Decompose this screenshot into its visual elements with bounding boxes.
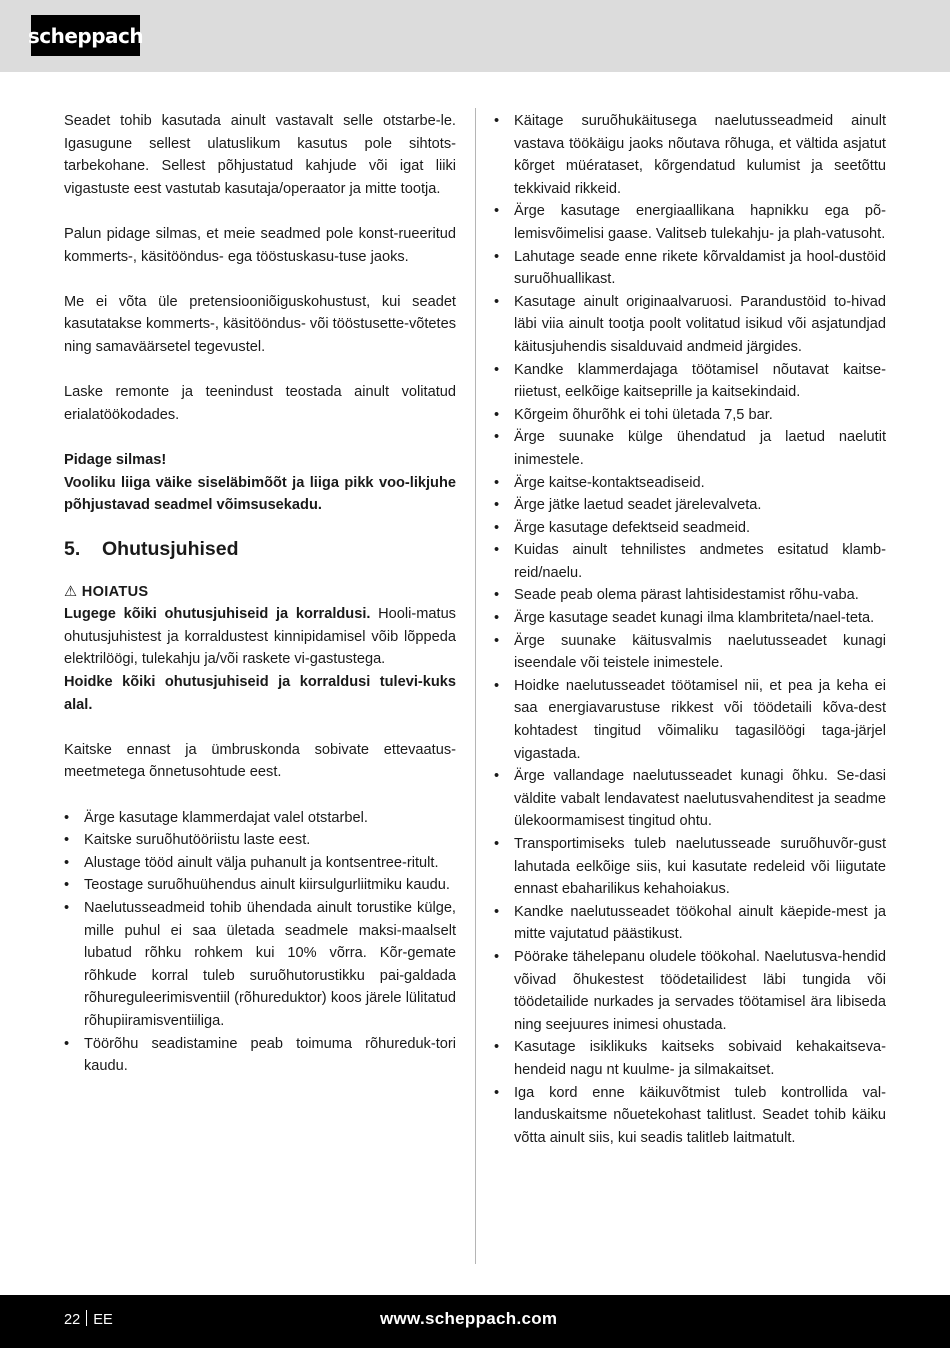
scheppach-logo: scheppach bbox=[31, 15, 140, 56]
list-item: • Ärge jätke laetud seadet järelevalveta. bbox=[494, 497, 762, 514]
list-item: • Naelutusseadmeid tohib ühendada ainult torustike külge, mille puhul ei saa ületada seadmele maksi-maalselt lubatud rõhku rohkem kui 10% võrra. Kõr-gemate rõhkude korral tuleb suruõhutorustikku pai-galdada rõhureguleerimisventiil (rõhureduktor) koos järele lülitatud rõhupiiramisventiiliga. bbox=[64, 900, 456, 1029]
note-title: Pidage silmas! bbox=[64, 451, 167, 468]
commercial-use-paragraph: Palun pidage silmas, et meie seadmed pole konst-rueeritud kommerts-, käsitööndus- ega tööstuskasu-tuse jaoks. bbox=[64, 225, 456, 265]
list-item: • Iga kord enne käikuvõtmist tuleb kontrollida val-landuskaitsme nõuetekohast talitlust. Seadet tohib käiku võtta ainult siis, kui seadis talitleb laitmatult. bbox=[494, 1084, 886, 1146]
section-title: Ohutusjuhised bbox=[102, 537, 239, 560]
list-item: • Kasutage isiklikuks kaitseks sobivaid kehakaitseva-hendeid nagu nt kuulme- ja silmakaitset. bbox=[494, 1039, 886, 1078]
intended-use-paragraph: Seadet tohib kasutada ainult vastavalt selle otstarbe-le. Igasugune sellest ulatuslikum kasutus pole sihtots-tarbekohane. Sellest põhjustatud kahjude või igat liiki vigastuste eest vastutab kasutaja/operaator ja mitte tootja. bbox=[64, 113, 456, 197]
list-item: • Ärge kaitse-kontaktseadiseid. bbox=[494, 474, 705, 491]
warning-text: Hooli-matus ohutusjuhistest ja korraldustest kinnipidamisel võib lõppeda elektrilöögi, tulekahju ja/või raskete vi-gastustega. bbox=[64, 606, 456, 668]
list-item: • Kuidas ainult tehnilistes andmetes esitatud klamb-reid/naelu. bbox=[494, 542, 886, 581]
list-item: • Käitage suruõhukäitusega naelutusseadmeid ainult vastava töökäigu jaoks nõutava rõhuga, et vältida asjatut kõrget müérataset, kõrgendatud kulumist ja seetõttu tekkivaid rikkeid. bbox=[494, 113, 886, 197]
keep-instructions-text: Hoidke kõiki ohutusjuhiseid ja korraldusi tulevi-kuks alal. bbox=[64, 674, 456, 713]
protect-paragraph: Kaitske ennast ja ümbruskonda sobivate ettevaatus-meetmetega õnnetusohtude eest. bbox=[64, 741, 456, 781]
list-item: • Hoidke naelutusseadet töötamisel nii, et pea ja keha ei saa energiavarustuse rikkest või töödetaili kõva-dest kohtadest tingitud võimaliku tagasilöögi taga-järjel vigastada. bbox=[494, 677, 886, 762]
left-column bbox=[64, 110, 456, 1078]
language-code: EE bbox=[93, 1312, 113, 1328]
website-url: www.scheppach.com bbox=[380, 1309, 558, 1328]
column-divider bbox=[475, 108, 476, 1264]
list-item: • Transportimiseks tuleb naelutusseade suruõhuvõr-gust lahutada eelkõige siis, kui kasutate redeleid või liigutate ennast ebaharilikus kehahoiakus. bbox=[494, 836, 886, 898]
list-item: • Kandke klammerdajaga töötamisel nõutavat kaitse-riietust, eelkõige kaitseprille ja kaitsekindaid. bbox=[494, 361, 886, 401]
list-item: • Töörõhu seadistamine peab toimuma rõhureduk-tori kaudu. bbox=[64, 1035, 456, 1075]
warranty-paragraph: Me ei võta üle pretensiooniõiguskohustust, kui seadet kasutatakse kommerts-, käsitööndus- või tööstusette-võtetes ning samaväärsetel tegevustel. bbox=[64, 293, 456, 355]
left-bullet-list bbox=[64, 807, 456, 1078]
footer-bar bbox=[0, 1295, 950, 1348]
list-item: • Ärge suunake käitusvalmis naelutusseadet kunagi iseendale või teistele inimestele. bbox=[494, 632, 886, 672]
list-item: • Ärge suunake külge ühendatud ja laetud naelutit inimestele. bbox=[494, 429, 886, 468]
list-item: • Kaitske suruõhutööriistu laste eest. bbox=[64, 832, 311, 849]
note-text: Vooliku liiga väike siseläbimõõt ja liiga pikk voo-likjuhe põhjustavad seadmel võimsusekadu. bbox=[64, 474, 456, 514]
warning-paragraph bbox=[64, 603, 456, 671]
list-item: • Ärge kasutage energiaallikana hapnikku ega põ-lemisvõimelisi gaase. Valitseb tulekahju- ja plah-vatusoht. bbox=[494, 203, 886, 242]
list-item: • Ärge vallandage naelutusseadet kunagi õhku. Se-dasi väldite vabalt lendavatest naelutusvahenditest ja seadme ülekoormamisest tingitud ohtu. bbox=[494, 768, 886, 830]
list-item: • Pöörake tähelepanu oludele töökohal. Naelutusva-hendid võivad õhukestest töödetailidest läbi tungida või töödetailide nurkades ja servades töötamisel ära libiseda ning seejuures inimesi ohustada. bbox=[494, 948, 886, 1033]
section-heading bbox=[64, 537, 456, 561]
warning-bold-text: Lugege kõiki ohutusjuhiseid ja korraldusi. bbox=[64, 606, 371, 623]
repair-paragraph: Laske remonte ja teenindust teostada ainult volitatud erialatöökodades. bbox=[64, 384, 456, 423]
page-indicator bbox=[64, 1310, 113, 1330]
list-item: • Seade peab olema pärast lahtisidestamist rõhu-vaba. bbox=[494, 587, 859, 604]
list-item: • Kõrgeim õhurõhk ei tohi ületada 7,5 bar. bbox=[494, 406, 773, 423]
section-number: 5. bbox=[64, 537, 81, 560]
warning-title: HOIATUS bbox=[81, 583, 149, 600]
list-item: • Teostage suruõhuühendus ainult kiirsulgurliitmiku kaudu. bbox=[64, 877, 450, 894]
list-item: • Ärge kasutage seadet kunagi ilma klambriteta/nael-teta. bbox=[494, 610, 875, 627]
page-number: 22 bbox=[64, 1312, 81, 1328]
list-item: • Lahutage seade enne rikete kõrvaldamist ja hool-dustöid suruõhuallikast. bbox=[494, 248, 886, 288]
list-item: • Ärge kasutage defektseid seadmeid. bbox=[494, 519, 751, 536]
warning-heading bbox=[64, 581, 456, 604]
list-item: • Kasutage ainult originaalvaruosi. Parandustöid to-hivad läbi viia ainult tootja poolt volitatud isikud või asjatundjad käitusjuhendis sisalduvaid andmeid järgides. bbox=[494, 293, 886, 355]
header-band bbox=[0, 0, 950, 72]
list-item: • Kandke naelutusseadet töökohal ainult käepide-mest ja mitte vajutatud päästikust. bbox=[494, 903, 886, 943]
warning-triangle-icon: ⚠ bbox=[64, 583, 78, 600]
list-item: • Ärge kasutage klammerdajat valel otstarbel. bbox=[64, 809, 368, 826]
list-item: • Alustage tööd ainult välja puhanult ja kontsentree-ritult. bbox=[64, 854, 439, 871]
right-column bbox=[494, 110, 886, 1149]
right-bullet-list bbox=[494, 110, 886, 1149]
